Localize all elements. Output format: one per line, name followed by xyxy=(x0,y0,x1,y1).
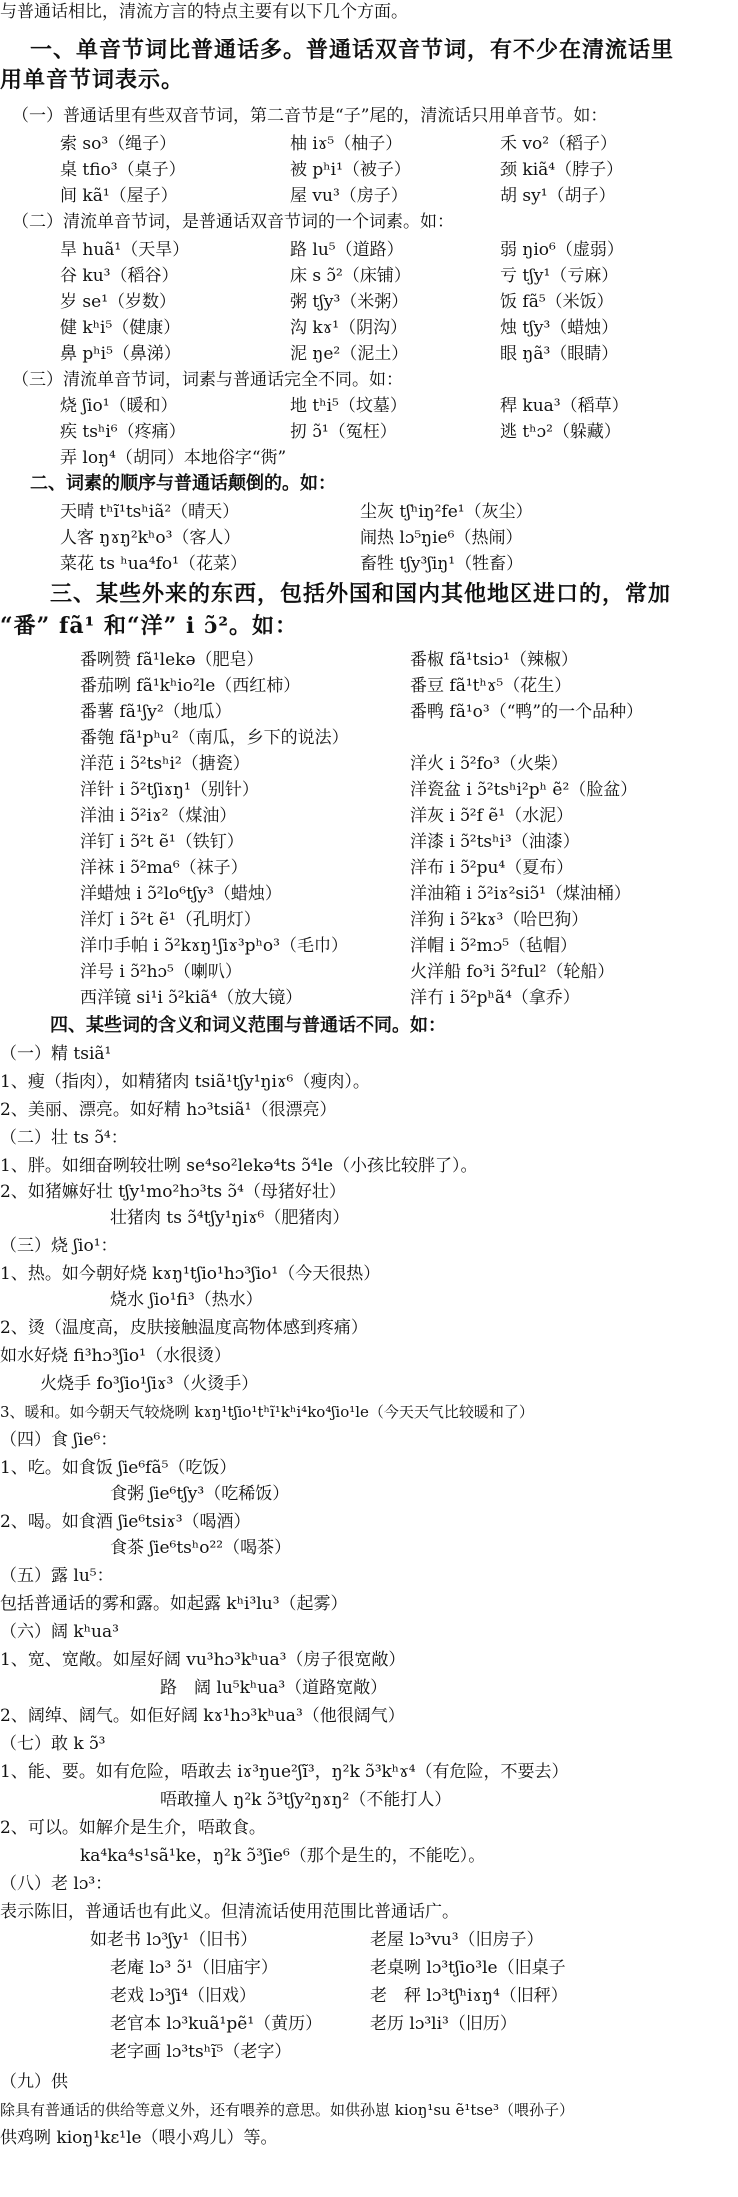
text-line xyxy=(0,986,738,1014)
text-line xyxy=(0,36,738,64)
text-segment: （五）露 lu⁵： xyxy=(0,1566,114,1586)
text-segment: 柚 iɤ⁵（柚子） xyxy=(290,134,403,154)
text-line xyxy=(0,1676,738,1704)
text-line xyxy=(0,1316,738,1344)
text-line xyxy=(0,316,738,344)
text-segment: 稈 kua³（稻草） xyxy=(500,396,629,416)
text-segment: 洋蜡烛 i ɔ̃²lo⁶tʃy³（蜡烛） xyxy=(80,884,282,904)
text-segment: 洋瓷盆 i ɔ̃²tsʰi²pʰ ẽ²（脸盆） xyxy=(410,780,638,800)
text-segment: 洋帽 i ɔ̃²mɔ⁵（毡帽） xyxy=(410,936,578,956)
text-line xyxy=(0,674,738,702)
text-segment: （一）普通话里有些双音节词，第二音节是“子”尾的，清流话只用单音节。如： xyxy=(12,106,608,126)
text-segment: （二）清流单音节词，是普通话双音节词的一个词素。如： xyxy=(12,212,454,232)
text-segment: 桌 tfio³（桌子） xyxy=(60,160,186,180)
text-segment: 四、某些词的含义和词义范围与普通话不同。如： xyxy=(50,1015,446,1036)
text-line xyxy=(0,238,738,266)
text-segment: 老历 lɔ³li³（旧历） xyxy=(370,2014,517,2034)
text-segment: （八）老 lɔ³： xyxy=(0,1874,113,1894)
text-segment: 如老书 lɔ³ʃy¹（旧书） xyxy=(90,1930,258,1950)
text-segment: 西洋镜 si¹i ɔ̃²kiã⁴（放大镜） xyxy=(80,988,303,1008)
text-line xyxy=(0,1400,738,1428)
text-segment: （一）精 tsiã¹ xyxy=(0,1044,112,1064)
text-segment: 老 秤 lɔ³tʃʰiɤŋ⁴（旧秤） xyxy=(370,1986,568,2006)
text-segment: 疾 tsʰi⁶（疼痛） xyxy=(60,422,186,442)
text-segment: 路 阔 lu⁵kʰua³（道路宽敞） xyxy=(160,1678,388,1698)
text-segment: 闹热 lɔ⁵ŋie⁶（热闹） xyxy=(360,528,523,548)
text-line xyxy=(0,1126,738,1154)
text-line xyxy=(0,446,738,474)
text-segment: （七）敢 k ɔ̃³ xyxy=(0,1734,106,1754)
text-line xyxy=(0,210,738,238)
text-line xyxy=(0,830,738,858)
text-segment: （六）阔 kʰua³ xyxy=(0,1622,119,1642)
text-line xyxy=(0,2012,738,2040)
text-line xyxy=(0,264,738,292)
text-line xyxy=(0,1788,738,1816)
text-segment: 如水好烧 fi³hɔ³ʃio¹（水很烫） xyxy=(0,1346,231,1366)
text-segment: 番匏 fã¹pʰu²（南瓜，乡下的说法） xyxy=(80,728,349,748)
text-line xyxy=(0,420,738,448)
text-line xyxy=(0,700,738,728)
text-line xyxy=(0,184,738,212)
text-segment: 食茶 ʃie⁶tsʰo²²（喝茶） xyxy=(110,1538,292,1558)
text-line xyxy=(0,2040,738,2068)
text-segment: 老桌咧 lɔ³tʃio³le（旧桌子 xyxy=(370,1958,566,1978)
text-line xyxy=(0,752,738,780)
text-segment: 弄 loŋ⁴（胡同）本地俗字“衖” xyxy=(60,448,287,468)
text-line xyxy=(0,1984,738,2012)
text-segment: 沟 kɤ¹（阴沟） xyxy=(290,318,408,338)
text-line xyxy=(0,1482,738,1510)
text-line xyxy=(0,394,738,422)
text-segment: 烧 ʃio¹（暖和） xyxy=(60,396,178,416)
text-line xyxy=(0,2098,738,2126)
text-segment: 洋灯 i ɔ̃²t ẽ¹（孔明灯） xyxy=(80,910,261,930)
text-line xyxy=(0,1344,738,1372)
text-line xyxy=(0,648,738,676)
text-segment: “番” fã¹ 和“洋” i ɔ̃²。如： xyxy=(0,613,298,639)
text-line xyxy=(0,1288,738,1316)
text-segment: 胡 sy¹（胡子） xyxy=(500,186,616,206)
text-segment: 洋油箱 i ɔ̃²iɤ²siɔ̃¹（煤油桶） xyxy=(410,884,631,904)
text-line xyxy=(0,1732,738,1760)
text-line xyxy=(0,1928,738,1956)
text-segment: 供鸡咧 kioŋ¹kɛ¹le（喂小鸡儿）等。 xyxy=(0,2128,278,2148)
text-line xyxy=(0,1262,738,1290)
text-segment: 老字画 lɔ³tsʰĩ⁵（老字） xyxy=(110,2042,292,2062)
text-line xyxy=(0,1510,738,1538)
text-segment: 尘灰 tʃʰiŋ²fe¹（灰尘） xyxy=(360,502,533,522)
text-segment: 洋冇 i ɔ̃²pʰã⁴（拿乔） xyxy=(410,988,580,1008)
text-line xyxy=(0,500,738,528)
text-segment: 2、烫（温度高，皮肤接触温度高物体感到疼痛） xyxy=(0,1318,368,1338)
text-line xyxy=(0,1456,738,1484)
text-segment: 一、单音节词比普通话多。普通话双音节词，有不少在清流话里 xyxy=(30,37,675,63)
text-segment: 人客 ŋɤŋ²kʰo³（客人） xyxy=(60,528,241,548)
text-segment: 1、能、要。如有危险，唔敢去 iɤ³ŋue²ʃĩ³，ŋ²k ɔ̃³kʰɤ⁴（有危险，不要去） xyxy=(0,1762,569,1782)
text-segment: 扨 ɔ̃¹（冤枉） xyxy=(290,422,397,442)
text-line xyxy=(0,1956,738,1984)
text-segment: 火烧手 fo³ʃio¹ʃiɤ³（火烫手） xyxy=(40,1374,259,1394)
text-line xyxy=(0,1098,738,1126)
text-line xyxy=(0,1042,738,1070)
text-segment: 逃 tʰɔ²（躲藏） xyxy=(500,422,621,442)
text-line xyxy=(0,1648,738,1676)
text-line xyxy=(0,1070,738,1098)
text-segment: 3、暖和。如今朝天气较烧咧 kɤŋ¹tʃio¹tʰĩ¹kʰi⁴ko⁴ʃio¹le（今天天气比较暖和了） xyxy=(0,1403,534,1421)
text-line xyxy=(0,66,738,94)
text-segment: 洋号 i ɔ̃²hɔ⁵（喇叭） xyxy=(80,962,242,982)
text-segment: 表示陈旧，普通话也有此义。但清流话使用范围比普通话广。 xyxy=(0,1902,459,1922)
text-segment: 洋狗 i ɔ̃²kɤ³（哈巴狗） xyxy=(410,910,589,930)
text-segment: ka⁴ka⁴s¹sã¹ke，ŋ²k ɔ̃³ʃie⁶（那个是生的，不能吃）。 xyxy=(80,1846,486,1866)
text-line xyxy=(0,934,738,962)
text-segment: 番豆 fã¹tʰɤ⁵（花生） xyxy=(410,676,572,696)
text-segment: 二、词素的顺序与普通话颠倒的。如： xyxy=(30,473,336,494)
text-segment: 旱 huã¹（天旱） xyxy=(60,240,190,260)
text-line xyxy=(0,1536,738,1564)
text-line xyxy=(0,1428,738,1456)
text-segment: 番咧赞 fã¹lekə（肥皂） xyxy=(80,650,264,670)
text-line xyxy=(0,1592,738,1620)
text-segment: 路 lu⁵（道路） xyxy=(290,240,404,260)
text-segment: 老戏 lɔ³ʃi⁴（旧戏） xyxy=(110,1986,257,2006)
text-segment: 三、某些外来的东西，包括外国和国内其他地区进口的，常加 xyxy=(50,581,672,607)
text-segment: 洋灰 i ɔ̃²f ẽ¹（水泥） xyxy=(410,806,574,826)
text-segment: 2、喝。如食酒 ʃie⁶tsiɤ³（喝酒） xyxy=(0,1512,251,1532)
text-segment: 洋火 i ɔ̃²fo³（火柴） xyxy=(410,754,568,774)
text-segment: 1、瘦（指肉），如精猪肉 tsiã¹tʃy¹ŋiɤ⁶（瘦肉）。 xyxy=(0,1072,370,1092)
text-line xyxy=(0,1844,738,1872)
text-line xyxy=(0,580,738,608)
text-segment: （三）清流单音节词，词素与普通话完全不同。如： xyxy=(12,370,403,390)
text-segment: 被 pʰi¹（被子） xyxy=(290,160,411,180)
text-segment: 2、可以。如解介是生介，唔敢食。 xyxy=(0,1818,266,1838)
text-line xyxy=(0,804,738,832)
text-segment: 番茄咧 fã¹kʰio²le（西红柿） xyxy=(80,676,301,696)
text-line xyxy=(0,290,738,318)
text-segment: 2、如猪嫲好壮 tʃy¹mo²hɔ³ts ɔ̃⁴（母猪好壮） xyxy=(0,1182,346,1202)
text-line xyxy=(0,1872,738,1900)
text-segment: （四）食 ʃie⁶： xyxy=(0,1430,118,1450)
text-segment: 1、吃。如食饭 ʃie⁶fã⁵（吃饭） xyxy=(0,1458,237,1478)
text-segment: 畜牲 tʃy³ʃiŋ¹（牲畜） xyxy=(360,554,524,574)
text-line xyxy=(0,1206,738,1234)
text-segment: 番椒 fã¹tsiɔ¹（辣椒） xyxy=(410,650,578,670)
text-line xyxy=(0,132,738,160)
text-segment: 天晴 tʰĩ¹tsʰiã²（晴天） xyxy=(60,502,240,522)
text-segment: 洋钉 i ɔ̃²t ẽ¹（铁钉） xyxy=(80,832,244,852)
text-line xyxy=(0,1620,738,1648)
text-segment: 洋布 i ɔ̃²pu⁴（夏布） xyxy=(410,858,574,878)
text-segment: 1、热。如今朝好烧 kɤŋ¹tʃio¹hɔ³ʃio¹（今天很热） xyxy=(0,1264,381,1284)
text-line xyxy=(0,1816,738,1844)
text-segment: 鼻 pʰi⁵（鼻涕） xyxy=(60,344,181,364)
text-segment: 用单音节词表示。 xyxy=(0,67,185,93)
text-segment: 饭 fã⁵（米饭） xyxy=(500,292,614,312)
text-line xyxy=(0,368,738,396)
text-line xyxy=(0,1154,738,1182)
text-segment: 床 s ɔ̃²（床铺） xyxy=(290,266,411,286)
text-segment: 与普通话相比，清流方言的特点主要有以下几个方面。 xyxy=(0,2,408,22)
text-segment: （二）壮 ts ɔ̃⁴： xyxy=(0,1128,128,1148)
text-line xyxy=(0,1014,738,1042)
text-segment: 洋巾手帕 i ɔ̃²kɤŋ¹ʃiɤ³pʰo³（毛巾） xyxy=(80,936,348,956)
text-segment: 番薯 fã¹ʃy²（地瓜） xyxy=(80,702,232,722)
text-line xyxy=(0,552,738,580)
text-segment: 亏 tʃy¹（亏麻） xyxy=(500,266,619,286)
text-segment: 索 so³（绳子） xyxy=(60,134,177,154)
text-segment: 火洋船 fo³i ɔ̃²ful²（轮船） xyxy=(410,962,615,982)
text-segment: 眼 ŋã³（眼睛） xyxy=(500,344,619,364)
text-segment: 老庵 lɔ³ ɔ̃¹（旧庙宇） xyxy=(110,1958,278,1978)
text-segment: 颈 kiã⁴（脖子） xyxy=(500,160,624,180)
text-line xyxy=(0,526,738,554)
text-segment: 1、胖。如细奋咧较壮咧 se⁴so²lekə⁴ts ɔ̃⁴le（小孩比较胖了）。 xyxy=(0,1156,478,1176)
text-segment: 2、美丽、漂亮。如好精 hɔ³tsiã¹（很漂亮） xyxy=(0,1100,337,1120)
text-line xyxy=(0,1372,738,1400)
text-segment: 地 tʰi⁵（坟墓） xyxy=(290,396,407,416)
text-line xyxy=(0,882,738,910)
text-segment: 弱 ŋio⁶（虚弱） xyxy=(500,240,624,260)
text-segment: 壮猪肉 ts ɔ̃⁴tʃy¹ŋiɤ⁶（肥猪肉） xyxy=(110,1208,350,1228)
text-segment: 屋 vu³（房子） xyxy=(290,186,408,206)
text-segment: 烧水 ʃio¹fi³（热水） xyxy=(110,1290,263,1310)
text-segment: 除具有普通话的供给等意义外，还有喂养的意思。如供孙崽 kioŋ¹su ẽ¹tse³（喂孙子） xyxy=(0,2101,574,2119)
text-segment: 菜花 ts ʰua⁴fo¹（花菜） xyxy=(60,554,247,574)
text-line xyxy=(0,960,738,988)
text-line xyxy=(0,472,738,500)
text-line xyxy=(0,0,738,28)
text-line xyxy=(0,1900,738,1928)
text-line xyxy=(0,1760,738,1788)
text-segment: 谷 ku³（稻谷） xyxy=(60,266,179,286)
text-line xyxy=(0,1180,738,1208)
text-line xyxy=(0,1234,738,1262)
text-segment: （三）烧 ʃio¹： xyxy=(0,1236,118,1256)
text-line xyxy=(0,726,738,754)
text-segment: 洋针 i ɔ̃²tʃiɤŋ¹（别针） xyxy=(80,780,259,800)
text-segment: 洋范 i ɔ̃²tsʰi²（搪瓷） xyxy=(80,754,250,774)
text-segment: 烛 tʃy³（蜡烛） xyxy=(500,318,619,338)
text-segment: 老屋 lɔ³vu³（旧房子） xyxy=(370,1930,544,1950)
text-segment: 禾 vo²（稻子） xyxy=(500,134,618,154)
text-segment: 2、阔绰、阔气。如佢好阔 kɤ¹hɔ³kʰua³（他很阔气） xyxy=(0,1706,405,1726)
text-line xyxy=(0,104,738,132)
text-segment: 岁 se¹（岁数） xyxy=(60,292,177,312)
text-line xyxy=(0,856,738,884)
text-line xyxy=(0,2126,738,2154)
text-segment: 洋袜 i ɔ̃²ma⁶（袜子） xyxy=(80,858,248,878)
text-segment: 洋油 i ɔ̃²iɤ²（煤油） xyxy=(80,806,237,826)
text-segment: 老官本 lɔ³kuã¹pẽ¹（黄历） xyxy=(110,2014,323,2034)
text-segment: 食粥 ʃie⁶tʃy³（吃稀饭） xyxy=(110,1484,290,1504)
text-line xyxy=(0,1704,738,1732)
text-line xyxy=(0,342,738,370)
text-line xyxy=(0,612,738,640)
text-segment: 包括普通话的雾和露。如起露 kʰi³lu³（起雾） xyxy=(0,1594,348,1614)
text-line xyxy=(0,908,738,936)
text-segment: 粥 tʃy³（米粥） xyxy=(290,292,409,312)
text-segment: 健 kʰi⁵（健康） xyxy=(60,318,181,338)
text-line xyxy=(0,158,738,186)
text-segment: 洋漆 i ɔ̃²tsʰi³（油漆） xyxy=(410,832,580,852)
text-segment: 泥 ŋe²（泥土） xyxy=(290,344,409,364)
text-segment: 间 kã¹（屋子） xyxy=(60,186,178,206)
text-segment: 唔敢撞人 ŋ²k ɔ̃³tʃy²ŋɤŋ²（不能打人） xyxy=(160,1790,452,1810)
text-segment: 1、宽、宽敞。如屋好阔 vu³hɔ³kʰua³（房子很宽敞） xyxy=(0,1650,406,1670)
text-line xyxy=(0,778,738,806)
text-line xyxy=(0,2070,738,2098)
text-line xyxy=(0,1564,738,1592)
text-segment: 番鸭 fã¹o³（“鸭”的一个品种） xyxy=(410,702,644,722)
text-segment: （九）供 xyxy=(0,2072,68,2092)
